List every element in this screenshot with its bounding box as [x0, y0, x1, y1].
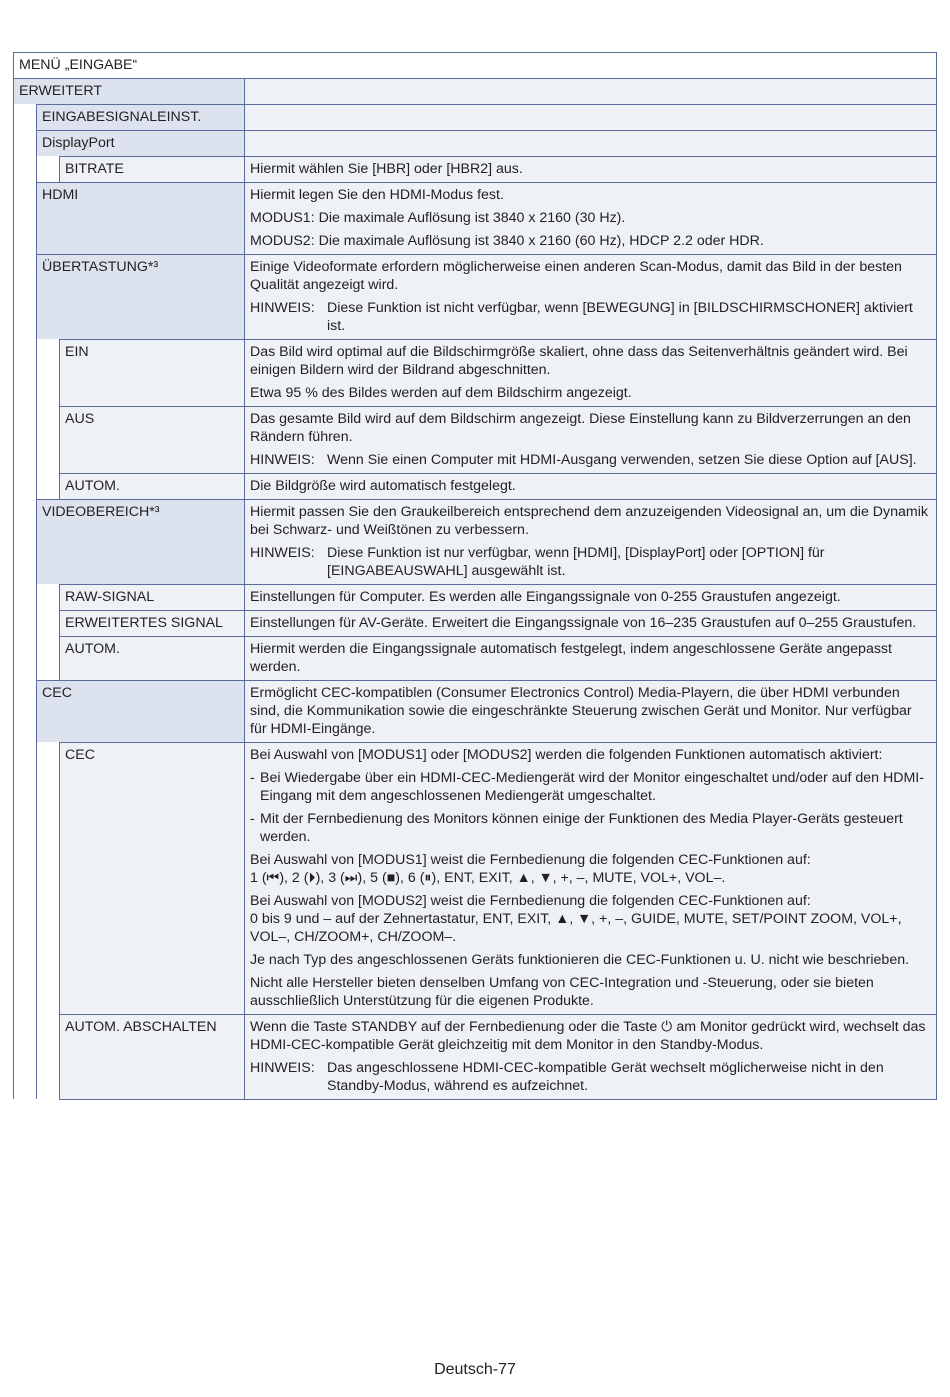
menu-row [13, 636, 937, 680]
paragraph: Hiermit passen Sie den Graukeilbereich entsprechend dem anzuzeigenden Videosignal an, um die Dynamik bei Schwarz- und Weißtönen zu verbessern. [250, 504, 928, 538]
paragraph: MODUS2: Die maximale Auflösung ist 3840 x 2160 (60 Hz), HDCP 2.2 oder HDR. [250, 233, 764, 249]
paragraph: Das gesamte Bild wird auf dem Bildschirm angezeigt. Diese Einstellung kann zu Bildverzerrungen an den Rändern führen. [250, 411, 911, 445]
paragraph: MODUS1: Die maximale Auflösung ist 3840 x 2160 (30 Hz). [250, 210, 626, 226]
paragraph: Ermöglicht CEC-kompatiblen (Consumer Electronics Control) Media-Playern, die über HDMI verbunden sind, die Kommunikation sowie die eingeschränkte Steuerung zwischen Gerät und Monitor. Nur verfügbar für HDMI-Eingänge. [250, 685, 912, 737]
paragraph [250, 851, 932, 887]
menu-row [13, 156, 937, 182]
indent-line [13, 584, 14, 610]
row-label-cell [13, 473, 244, 499]
indent-line [36, 584, 37, 610]
row-label [36, 130, 244, 156]
indent-line [13, 1014, 14, 1099]
menu-row [13, 182, 937, 254]
menu-row [13, 473, 937, 499]
paragraph: Hiermit werden die Eingangssignale automatisch festgelegt, indem angeschlossene Geräte angepasst werden. [250, 641, 892, 675]
row-description [244, 1014, 937, 1099]
row-description [244, 680, 937, 742]
paragraph: Das Bild wird optimal auf die Bildschirmgröße skaliert, ohne dass das Seitenverhältnis geändert wird. Bei einigen Bildern wird der Bildrand abgeschnitten. [250, 344, 908, 378]
row-label-text: DisplayPort [42, 135, 115, 151]
row-label-text: BITRATE [65, 161, 124, 177]
table-bottom-line [59, 1099, 937, 1100]
row-label-text: RAW-SIGNAL [65, 589, 155, 605]
row-description [244, 499, 937, 584]
row-description [244, 78, 937, 104]
note-text: Das angeschlossene HDMI-CEC-kompatible Gerät wechselt möglicherweise nicht in den Standby-Modus, während es aufzeichnet. [327, 1060, 884, 1094]
indent-line [36, 406, 37, 473]
indent-line [13, 473, 14, 499]
note-label: HINWEIS: [250, 545, 315, 561]
row-label [59, 1014, 244, 1099]
note [250, 1059, 932, 1095]
menu-row [13, 610, 937, 636]
row-description [244, 610, 937, 636]
row-label [59, 742, 244, 1014]
row-description [244, 742, 937, 1014]
indent-line [13, 499, 14, 584]
row-label-cell [13, 680, 244, 742]
note [250, 544, 932, 580]
empty-description [250, 82, 932, 100]
indent-line [36, 1014, 37, 1099]
row-label-cell [13, 636, 244, 680]
note [250, 299, 932, 335]
row-label [59, 406, 244, 473]
indent-line [13, 339, 14, 406]
row-label-text: VIDEOBEREICH*³ [42, 504, 160, 520]
row-label-text: AUTOM. [65, 478, 120, 494]
paragraph: Die Bildgröße wird automatisch festgelegt. [250, 478, 516, 494]
row-label-cell [13, 130, 244, 156]
note-label: HINWEIS: [250, 300, 315, 316]
row-label [36, 680, 244, 742]
paragraph-line: Bei Auswahl von [MODUS2] weist die Fernbedienung die folgenden CEC-Funktionen auf: [250, 893, 811, 909]
paragraph-line: 1 (⏮), 2 (⏵), 3 (⏭), 5 (■), 6 (⏸), ENT, EXIT, ▲, ▼, +, –, MUTE, VOL+, VOL–. [250, 870, 726, 886]
bullet-item [250, 769, 932, 805]
row-label-text: AUTOM. [65, 641, 120, 657]
row-label [59, 473, 244, 499]
bullet-text: Bei Wiedergabe über ein HDMI-CEC-Mediengerät wird der Monitor eingeschaltet und/oder auf den HDMI-Eingang mit dem angeschlossenen Mediengerät umgeschaltet. [260, 770, 924, 804]
menu-row [13, 499, 937, 584]
menu-row [13, 742, 937, 1014]
menu-row [13, 339, 937, 406]
menu-title-row [13, 52, 937, 78]
menu-row [13, 130, 937, 156]
menu-row [13, 1014, 937, 1099]
row-label-text: HDMI [42, 187, 79, 203]
bullet-item [250, 810, 932, 846]
row-description [244, 406, 937, 473]
indent-line [13, 636, 14, 680]
bullet-marker: - [250, 770, 255, 786]
row-description [244, 473, 937, 499]
row-description [244, 254, 937, 339]
row-label-cell [13, 610, 244, 636]
indent-line [13, 104, 14, 130]
paragraph: Etwa 95 % des Bildes werden auf dem Bildschirm angezeigt. [250, 385, 632, 401]
paragraph-line: 0 bis 9 und – auf der Zehnertastatur, ENT, EXIT, ▲, ▼, +, –, GUIDE, MUTE, SET/POINT ZOOM, VOL+, VOL–, CH/ZOOM+, CH/ZOOM–. [250, 911, 902, 945]
indent-line [36, 610, 37, 636]
indent-line [36, 636, 37, 680]
row-label-cell [13, 742, 244, 1014]
indent-line [13, 254, 14, 339]
paragraph: Einstellungen für Computer. Es werden alle Eingangssignale von 0-255 Graustufen angezeigt. [250, 589, 841, 605]
row-label-cell [13, 1014, 244, 1099]
menu-table [13, 52, 937, 1100]
row-label [59, 339, 244, 406]
menu-row [13, 104, 937, 130]
row-label [59, 156, 244, 182]
row-label-text: EIN [65, 344, 89, 360]
indent-line [36, 473, 37, 499]
note-text: Diese Funktion ist nicht verfügbar, wenn [BEWEGUNG] in [BILDSCHIRMSCHONER] aktiviert ist. [327, 300, 913, 334]
paragraph: Wenn die Taste STANDBY auf der Fernbedienung oder die Taste ⏻ am Monitor gedrückt wird, wechselt das HDMI-CEC-kompatible Gerät gleichzeitig mit dem Monitor in den Standby-Modus. [250, 1019, 926, 1053]
row-label [36, 182, 244, 254]
row-label [36, 104, 244, 130]
menu-rows [13, 78, 937, 1099]
indent-line [13, 610, 14, 636]
row-description [244, 636, 937, 680]
row-label-text: CEC [65, 747, 95, 763]
row-label-text: AUS [65, 411, 95, 427]
row-label-text: AUTOM. ABSCHALTEN [65, 1019, 217, 1035]
row-description [244, 339, 937, 406]
row-label [59, 584, 244, 610]
page-footer: Deutsch-77 [434, 1361, 516, 1378]
row-label-cell [13, 78, 244, 104]
row-label [36, 499, 244, 584]
row-label-cell [13, 584, 244, 610]
bullet-text: Mit der Fernbedienung des Monitors können einige der Funktionen des Media Player-Geräts gesteuert werden. [260, 811, 903, 845]
paragraph: Einstellungen für AV-Geräte. Erweitert die Eingangssignale von 16–235 Graustufen auf 0–255 Graustufen. [250, 615, 917, 631]
note [250, 451, 932, 469]
indent-line [13, 156, 14, 182]
row-label-text: ERWEITERT [19, 83, 103, 99]
note-text: Wenn Sie einen Computer mit HDMI-Ausgang verwenden, setzen Sie diese Option auf [AUS]. [327, 452, 917, 468]
paragraph: Einige Videoformate erfordern möglicherweise einen anderen Scan-Modus, damit das Bild in der besten Qualität angezeigt wird. [250, 259, 902, 293]
menu-title: MENÜ „EINGABE“ [19, 57, 138, 73]
empty-description [250, 134, 932, 152]
menu-row [13, 254, 937, 339]
paragraph: Hiermit wählen Sie [HBR] oder [HBR2] aus. [250, 161, 523, 177]
empty-description [250, 108, 932, 126]
paragraph [250, 892, 932, 946]
row-label-cell [13, 406, 244, 473]
row-label-cell [13, 499, 244, 584]
indent-line [36, 339, 37, 406]
row-label-cell [13, 254, 244, 339]
row-description [244, 584, 937, 610]
row-label-cell [13, 104, 244, 130]
row-label-cell [13, 156, 244, 182]
row-label-text: ERWEITERTES SIGNAL [65, 615, 223, 631]
indent-line [13, 406, 14, 473]
paragraph: Bei Auswahl von [MODUS1] oder [MODUS2] werden die folgenden Funktionen automatisch aktiviert: [250, 747, 883, 763]
bullet-marker: - [250, 811, 255, 827]
row-description [244, 104, 937, 130]
row-label-text: ÜBERTASTUNG*³ [42, 259, 159, 275]
indent-line [13, 130, 14, 156]
row-label-cell [13, 182, 244, 254]
indent-line [13, 742, 14, 1014]
row-label-text: CEC [42, 685, 72, 701]
row-label [59, 610, 244, 636]
row-label-text: EINGABESIGNALEINST. [42, 109, 202, 125]
row-description [244, 182, 937, 254]
row-description [244, 156, 937, 182]
paragraph: Hiermit legen Sie den HDMI-Modus fest. [250, 187, 504, 203]
note-text: Diese Funktion ist nur verfügbar, wenn [HDMI], [DisplayPort] oder [OPTION] für [EINGABEAUSWAHL] ausgewählt ist. [327, 545, 825, 579]
row-label [13, 78, 244, 104]
paragraph: Je nach Typ des angeschlossenen Geräts funktionieren die CEC-Funktionen u. U. nicht wie beschrieben. [250, 952, 910, 968]
indent-line [13, 182, 14, 254]
paragraph-line: Bei Auswahl von [MODUS1] weist die Fernbedienung die folgenden CEC-Funktionen auf: [250, 852, 811, 868]
menu-row [13, 680, 937, 742]
row-label [36, 254, 244, 339]
row-label [59, 636, 244, 680]
indent-line [13, 680, 14, 742]
menu-row [13, 584, 937, 610]
menu-row [13, 78, 937, 104]
note-label: HINWEIS: [250, 1060, 315, 1076]
menu-row [13, 406, 937, 473]
paragraph: Nicht alle Hersteller bieten denselben Umfang von CEC-Integration und -Steuerung, oder sie bieten ausschließlich Unterstützung für die eigenen Produkte. [250, 975, 874, 1009]
row-label-cell [13, 339, 244, 406]
row-description [244, 130, 937, 156]
indent-line [36, 742, 37, 1014]
note-label: HINWEIS: [250, 452, 315, 468]
indent-line [36, 156, 37, 182]
